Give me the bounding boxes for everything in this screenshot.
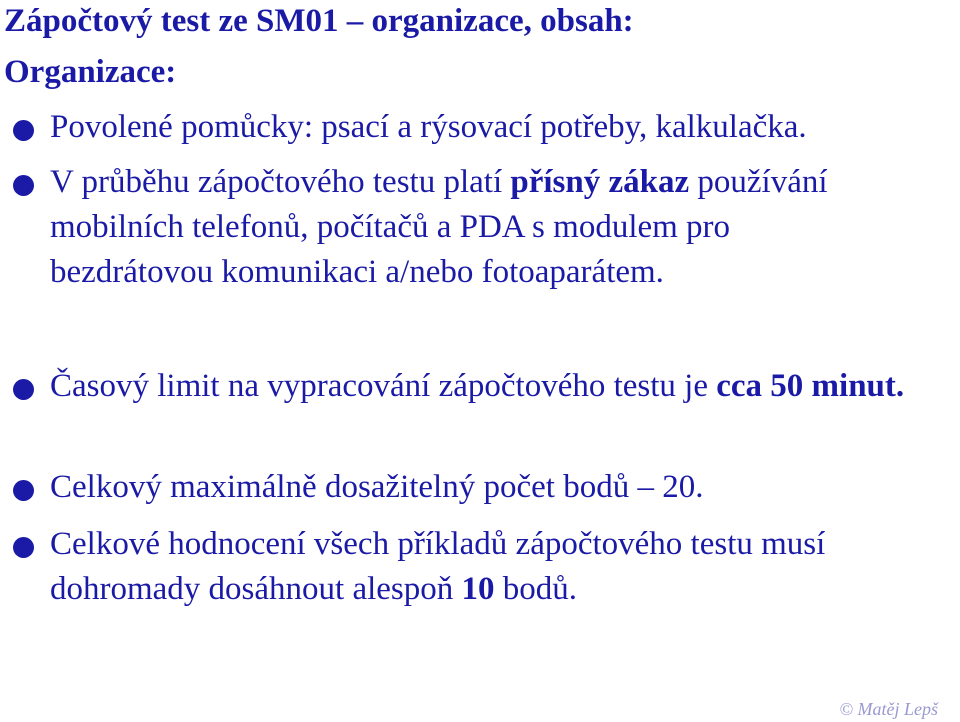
text-run: V průběhu zápočtového testu platí [50,164,511,200]
bullet-text-line: mobilních telefonů, počítačů a PDA s modulem pro [50,209,731,245]
bullet-text-line [50,160,960,205]
bullet-text [50,364,940,409]
bold-text: přísný zákaz [510,164,690,200]
bold-text: cca 50 minut. [716,368,905,404]
bullet-text [50,160,960,295]
bullet-text: Celkový maximálně dosažitelný počet bodů – 20. [50,469,704,505]
text-run: dohromady dosáhnout alespoň [50,571,462,607]
bold-text: 10 [461,571,495,607]
text-run: bodů. [494,571,578,607]
copyright-footer: © Matěj Lepš [839,699,938,719]
bullet-icon [13,537,34,558]
text-run: používání [689,164,828,200]
bullet-icon [13,379,34,400]
bullet-text-line: Celkové hodnocení všech příkladů zápočtového testu musí [50,526,826,562]
bullet-text-line [50,567,960,612]
bullet-text [50,522,960,612]
bullet-icon [13,480,34,501]
bullet-text-line: bezdrátovou komunikaci a/nebo fotoaparátem. [50,254,664,290]
section-heading-organizace: Organizace: [4,54,177,90]
bullet-text: Povolené pomůcky: psací a rýsovací potřeby, kalkulačka. [50,109,807,145]
bullet-icon [13,175,34,196]
slide-title: Zápočtový test ze SM01 – organizace, obsah: [4,3,634,39]
text-run: Časový limit na vypracování zápočtového testu je [50,368,717,404]
bullet-icon [13,120,34,141]
